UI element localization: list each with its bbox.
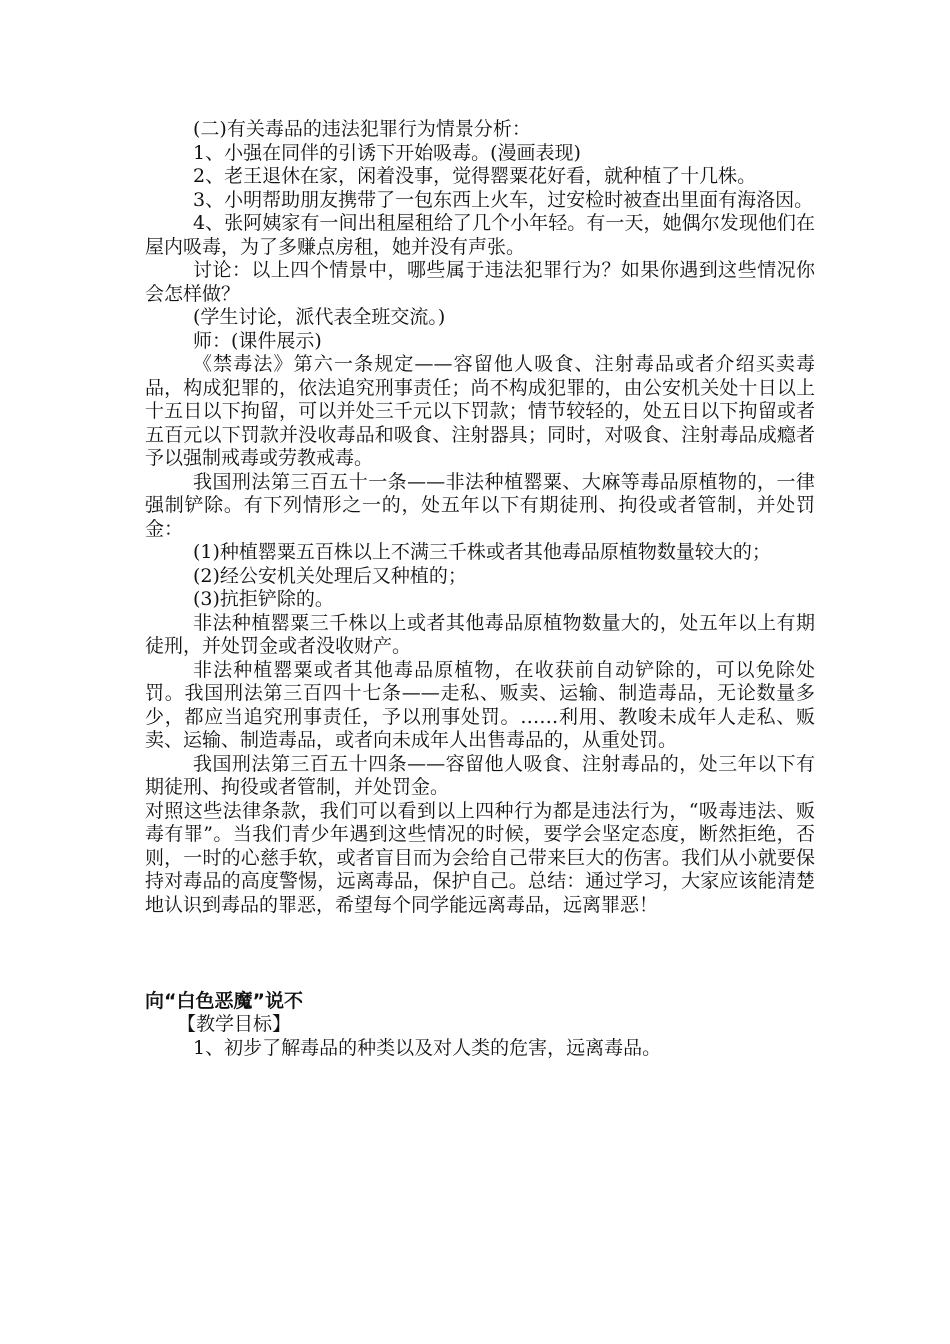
law-article-351-item-2: (2)经公安机关处理后又种植的； [193,564,467,587]
law-article-347: 非法种植罂粟或者其他毒品原植物，在收获前自动铲除的，可以免除处罚。我国刑法第三百四十七条——走私、贩卖、运输、制造毒品，无论数量多少，都应当追究刑事责任，予以刑事处罚。……利用、教唆未成年人走私、贩卖、运输、制造毒品，或者向未成年人出售毒品的，从重处罚。 [145,658,815,751]
objective-1: 1、初步了解毒品的种类以及对人类的危害，远离毒品。 [193,1036,662,1059]
scenario-4: 4、张阿姨家有一间出租屋租给了几个小年轻。有一天，她偶尔发现他们在屋内吸毒，为了多赚点房租，她并没有声张。 [145,212,815,258]
teacher-note: 师：(课件展示) [193,329,322,352]
law-large-cultivation: 非法种植罂粟三千株以上或者其他毒品原植物数量大的，处五年以上有期徒刑，并处罚金或者没收财产。 [145,611,815,657]
objectives-label: 【教学目标】 [177,1013,292,1035]
document-page [145,118,815,1060]
law-article-351: 我国刑法第三百五十一条——非法种植罂粟、大麻等毒品原植物的，一律强制铲除。有下列情形之一的，处五年以下有期徒刑、拘役或者管制，并处罚金： [145,470,815,540]
law-article-351-item-3: (3)抗拒铲除的。 [193,588,334,610]
law-article-354: 我国刑法第三百五十四条——容留他人吸食、注射毒品的，处三年以下有期徒刑、拘役或者管制，并处罚金。 [145,752,815,798]
scenario-2: 2、老王退休在家，闲着没事，觉得罂粟花好看，就种植了十几株。 [193,165,757,187]
law-article-351-item-1: (1)种植罂粟五百株以上不满三千株或者其他毒品原植物数量较大的； [193,541,771,563]
scenario-1: 1、小强在同伴的引诱下开始吸毒。(漫画表现) [193,141,581,164]
law-drug-prohibition: 《禁毒法》第六一条规定——容留他人吸食、注射毒品或者介绍买卖毒品，构成犯罪的，依法追究刑事责任；尚不构成犯罪的，由公安机关处十日以上十五日以下拘留，可以并处三千元以下罚款；情节较轻的，处五日以下拘留或者五百元以下罚款并没收毒品和吸食、注射器具；同时，对吸食、注射毒品成瘾者予以强制戒毒或劳教戒毒。 [145,353,815,469]
discussion-question: 讨论：以上四个情景中，哪些属于违法犯罪行为？如果你遇到这些情况你会怎样做？ [145,259,815,305]
scenario-3: 3、小明帮助朋友携带了一包东西上火车，过安检时被查出里面有海洛因。 [193,188,814,211]
section-title: (二)有关毒品的违法犯罪行为情景分析： [193,118,531,140]
lesson-heading: 向“白色恶魔”说不 [145,990,303,1012]
student-note: (学生讨论，派代表全班交流。) [193,306,446,328]
conclusion-paragraph: 对照这些法律条款，我们可以看到以上四种行为都是违法行为，“吸毒违法、贩毒有罪”。当我们青少年遇到这些情况的时候，要学会坚定态度，断然拒绝，否则，一时的心慈手软，或者盲目而为会给自己带来巨大的伤害。我们从小就要保持对毒品的高度警惕，远离毒品，保护自己。总结：通过学习，大家应该能清楚地认识到毒品的罪恶，希望每个同学能远离毒品，远离罪恶！ [145,799,815,916]
